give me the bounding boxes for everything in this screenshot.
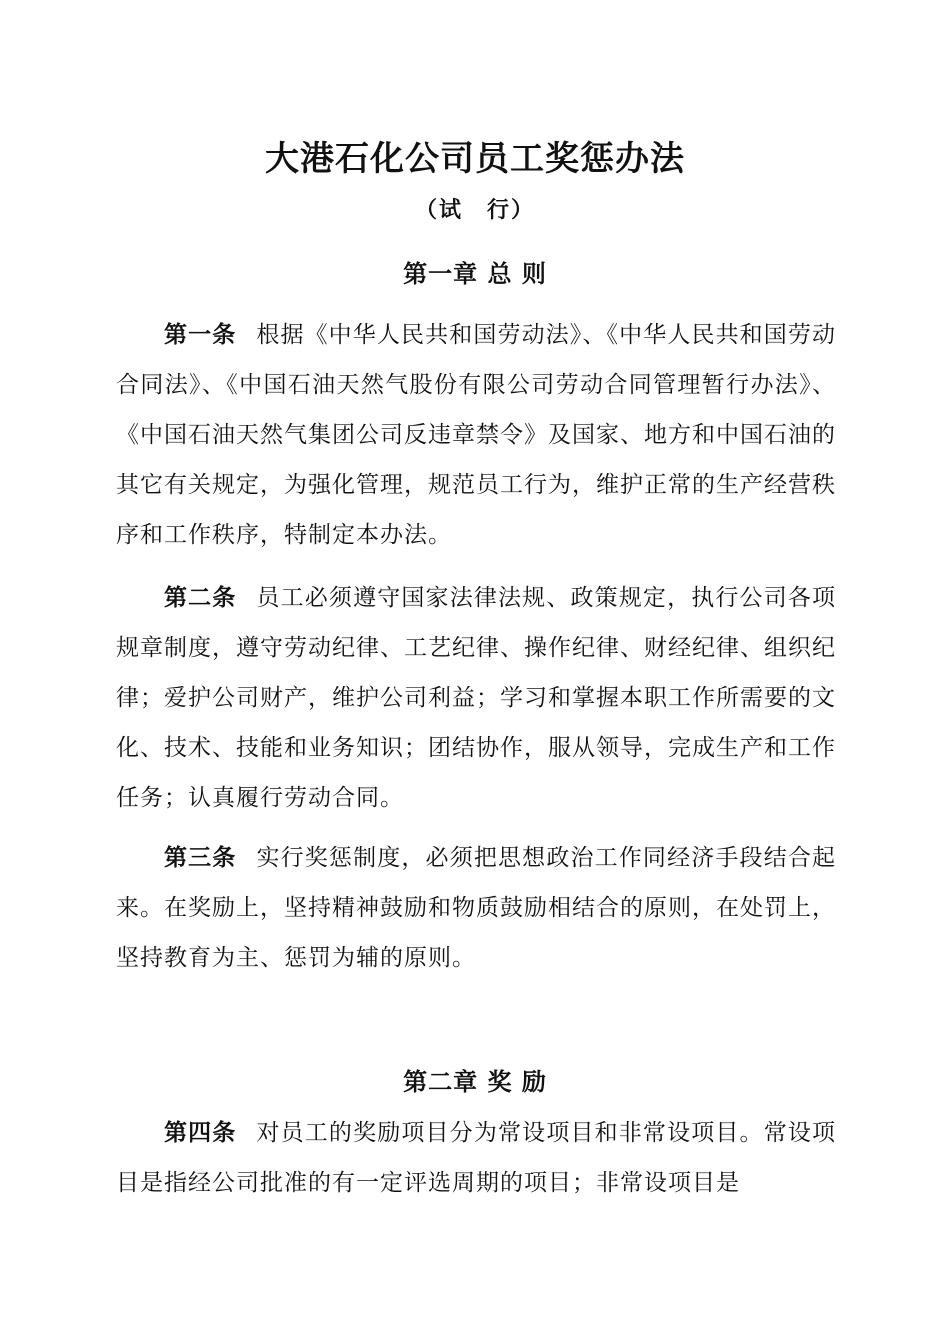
- document-title: 大港石化公司员工奖惩办法: [265, 139, 685, 179]
- article-text: 实行奖惩制度，必须把思想政治工作同经济手段结合起来。在奖励上，坚持精神鼓励和物质鼓励相结合的原则，在处罚上，坚持教育为主、惩罚为辅的原则。: [116, 845, 837, 971]
- article-label: 第一条: [164, 321, 237, 348]
- article-1: [116, 310, 836, 560]
- article-label: 第四条: [164, 1119, 237, 1146]
- article-text: 对员工的奖励项目分为常设项目和非常设项目。常设项目是指经公司批准的有一定评选周期的项目；非常设项目是: [116, 1120, 837, 1196]
- article-2: [116, 573, 836, 823]
- article-label: 第三条: [164, 844, 237, 871]
- document-subtitle: （试 行）: [414, 197, 535, 223]
- article-label: 第二条: [164, 584, 237, 611]
- article-text: 员工必须遵守国家法律法规、政策规定，执行公司各项规章制度，遵守劳动纪律、工艺纪律、操作纪律、财经纪律、组织纪律；爱护公司财产，维护公司利益；学习和掌握本职工作所需要的文化、技术、技能和业务知识；团结协作，服从领导，完成生产和工作任务；认真履行劳动合同。: [116, 585, 837, 811]
- article-4: [116, 1108, 836, 1208]
- chapter-heading-1: 第一章 总 则: [403, 259, 547, 288]
- chapter-heading-2: 第二章 奖 励: [403, 1067, 547, 1096]
- article-text: 根据《中华人民共和国劳动法》、《中华人民共和国劳动合同法》、《中国石油天然气股份有限公司劳动合同管理暂行办法》、《中国石油天然气集团公司反违章禁令》及国家、地方和中国石油的其它有关规定，为强化管理，规范员工行为，维护正常的生产经营秩序和工作秩序，特制定本办法。: [116, 322, 837, 548]
- article-3: [116, 833, 836, 983]
